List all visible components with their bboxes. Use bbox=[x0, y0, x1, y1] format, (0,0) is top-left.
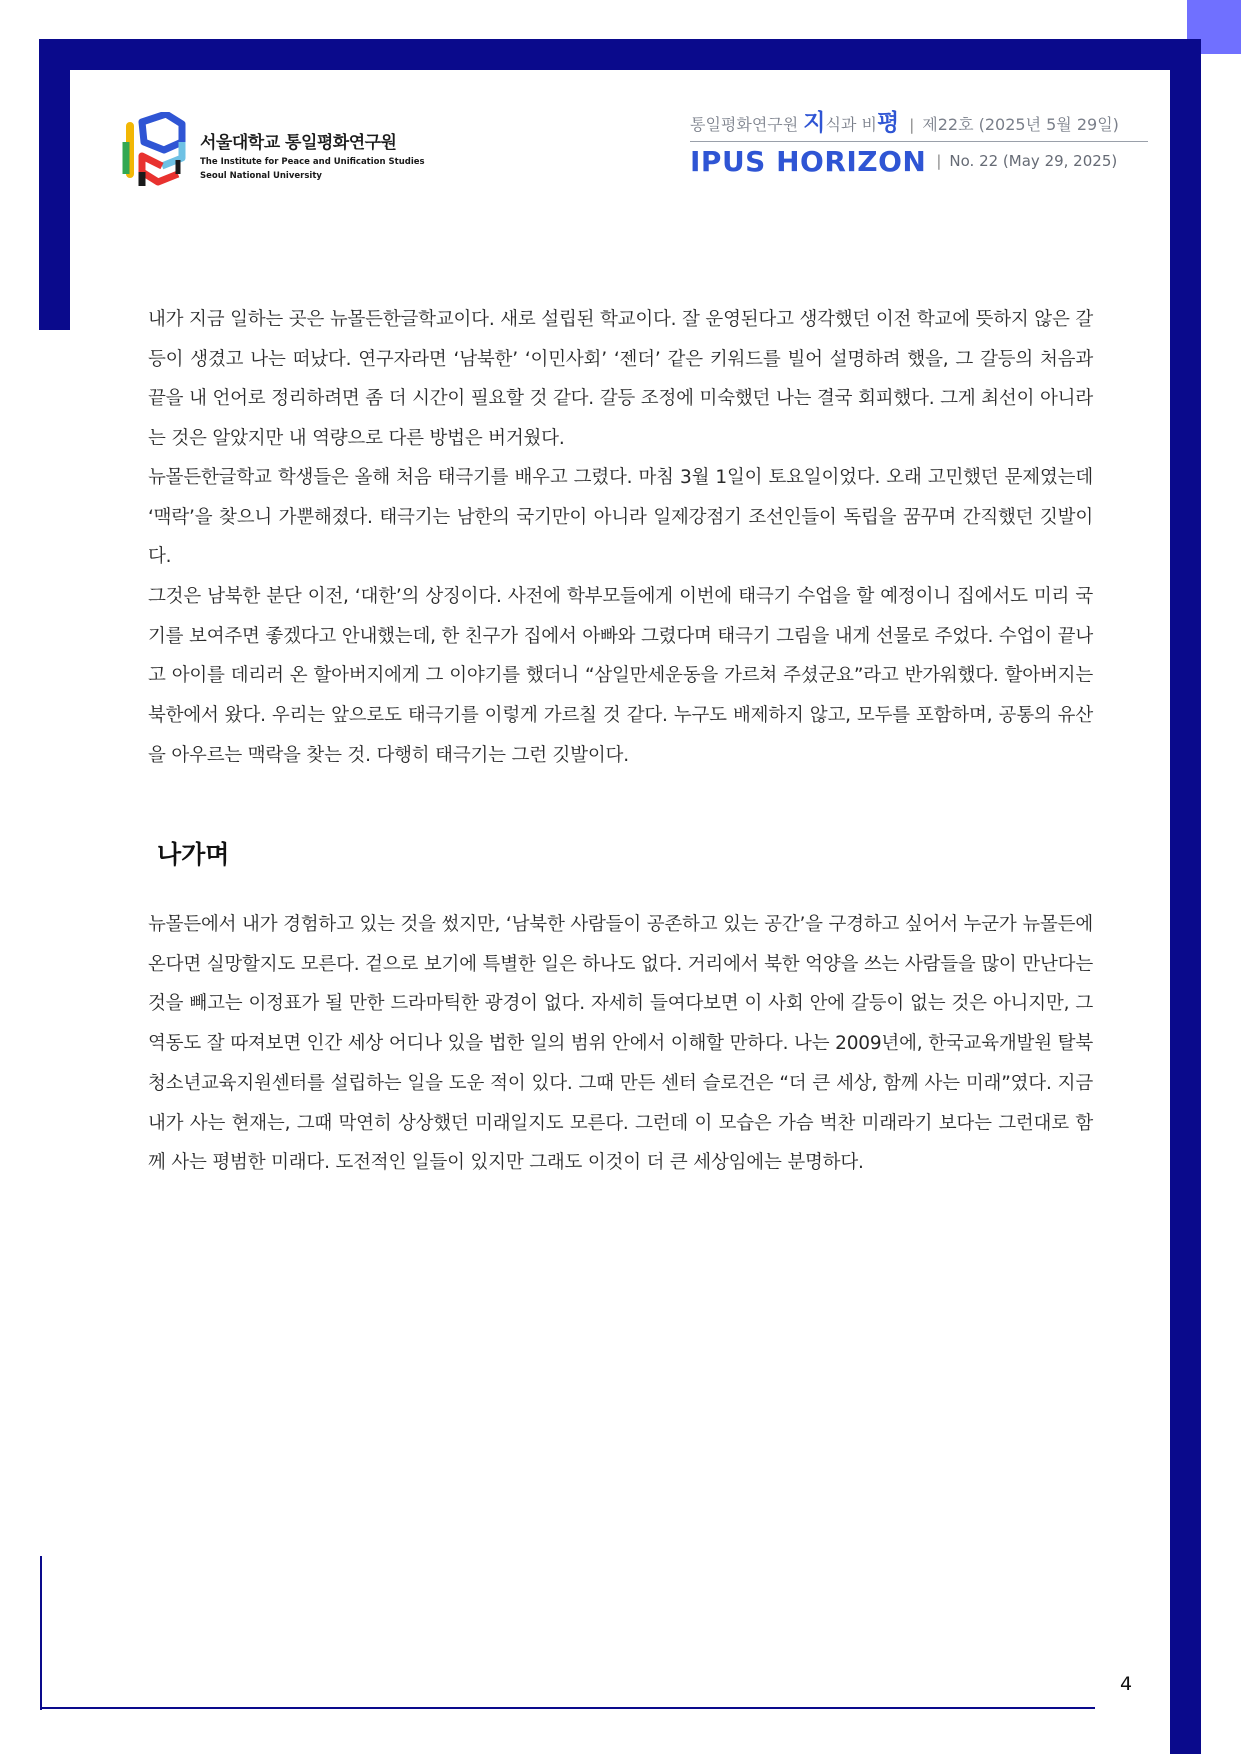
body-paragraph: 그것은 남북한 분단 이전, ‘대한’의 상징이다. 사전에 학부모들에게 이번에 태극기 수업을 할 예정이니 집에서도 미리 국기를 보여주면 좋겠다고 안내했는데, 한 친구가 집에서 아빠와 그렸다며 태극기 그림을 내게 선물로 주었다. 수업이 끝나고 아이를 데리러 온 할아버지에게 그 이야기를 했더니 “삼일만세운동을 가르쳐 주셨군요”라고 반가워했다. 할아버지는 북한에서 왔다. 우리는 앞으로도 태극기를 이렇게 가르칠 것 같다. 누구도 배제하지 않고, 모두를 포함하며, 공통의 유산을 아우르는 맥락을 찾는 것. 다행히 태극기는 그런 깃발이다. bbox=[148, 586, 1093, 766]
page-number: 4 bbox=[1120, 1673, 1133, 1695]
section-paragraph: 뉴몰든에서 내가 경험하고 있는 것을 썼지만, ‘남북한 사람들이 공존하고 있는 공간’을 구경하고 싶어서 누군가 뉴몰든에 온다면 실망할지도 모른다. 겉으로 보기에 특별한 일은 하나도 없다. 거리에서 북한 억양을 쓰는 사람들을 많이 만난다는 것을 빼고는 이정표가 될 만한 드라마틱한 광경이 없다. 자세히 들여다보면 이 사회 안에 갈등이 없는 것은 아니지만, 그 역동도 잘 따져보면 인간 세상 어디나 있을 법한 일의 범위 안에서 이해할 만하다. 나는 2009년에, 한국교육개발원 탈북청소년교육지원센터를 설립하는 일을 도운 적이 있다. 그때 만든 센터 슬로건은 “더 큰 세상, 함께 사는 미래”였다. 지금 내가 사는 현재는, 그때 막연히 상상했던 미래일지도 모른다. 그런데 이 모습은 가슴 벅찬 미래라기 보다는 그런대로 함께 사는 평범한 미래다. 도전적인 일들이 있지만 그래도 이것이 더 큰 세상임에는 분명하다. bbox=[148, 914, 1093, 1174]
university-name-en: Seoul National University bbox=[200, 171, 322, 181]
institute-logo-text bbox=[200, 128, 425, 181]
institute-name-ko: 서울대학교 통일평화연구원 bbox=[200, 133, 397, 153]
masthead-critique-initial: 평 bbox=[876, 110, 900, 136]
masthead bbox=[690, 104, 1148, 180]
footer-rule bbox=[40, 1707, 1095, 1709]
frame-left-bar bbox=[39, 39, 70, 330]
institute-name-en: The Institute for Peace and Unification Studies bbox=[200, 157, 425, 167]
masthead-issue-ko: 제22호 (2025년 5월 29일) bbox=[922, 115, 1119, 134]
footer-left-rule bbox=[40, 1556, 42, 1710]
masthead-issue-en: No. 22 (May 29, 2025) bbox=[949, 152, 1118, 170]
ipus-logo-icon bbox=[122, 112, 192, 190]
frame-top-bar bbox=[39, 39, 1201, 70]
masthead-separator: | bbox=[936, 152, 942, 170]
masthead-knowledge-initial: 지 bbox=[803, 110, 826, 136]
masthead-series-row bbox=[690, 104, 1148, 138]
body-paragraph: 내가 지금 일하는 곳은 뉴몰든한글학교이다. 새로 설립된 학교이다. 잘 운영된다고 생각했던 이전 학교에 뜻하지 않은 갈등이 생겼고 나는 떠났다. 연구자라면 ‘남북한’ ‘이민사회’ ‘젠더’ 같은 키워드를 빌어 설명하려 했을, 그 갈등의 처음과 끝을 내 언어로 정리하려면 좀 더 시간이 필요할 것 같다. 갈등 조정에 미숙했던 나는 결국 회피했다. 그게 최선이 아니라는 것은 알았지만 내 역량으로 다른 방법은 버거웠다. bbox=[148, 309, 1093, 450]
masthead-knowledge-rest: 식과 비 bbox=[825, 115, 877, 134]
masthead-institute: 통일평화연구원 bbox=[690, 115, 799, 134]
masthead-separator: | bbox=[909, 116, 915, 134]
frame-right-bar bbox=[1170, 39, 1201, 1754]
masthead-title-row bbox=[690, 142, 1148, 180]
body-paragraph: 뉴몰든한글학교 학생들은 올해 처음 태극기를 배우고 그렸다. 마침 3월 1일이 토요일이었다. 오래 고민했던 문제였는데 ‘맥락’을 찾으니 가뿐해졌다. 태극기는 남한의 국기만이 아니라 일제강점기 조선인들이 독립을 꿈꾸며 간직했던 깃발이다. bbox=[148, 467, 1093, 568]
section-heading: 나가며 bbox=[157, 840, 230, 869]
publication-title: IPUS HORIZON bbox=[690, 144, 927, 178]
